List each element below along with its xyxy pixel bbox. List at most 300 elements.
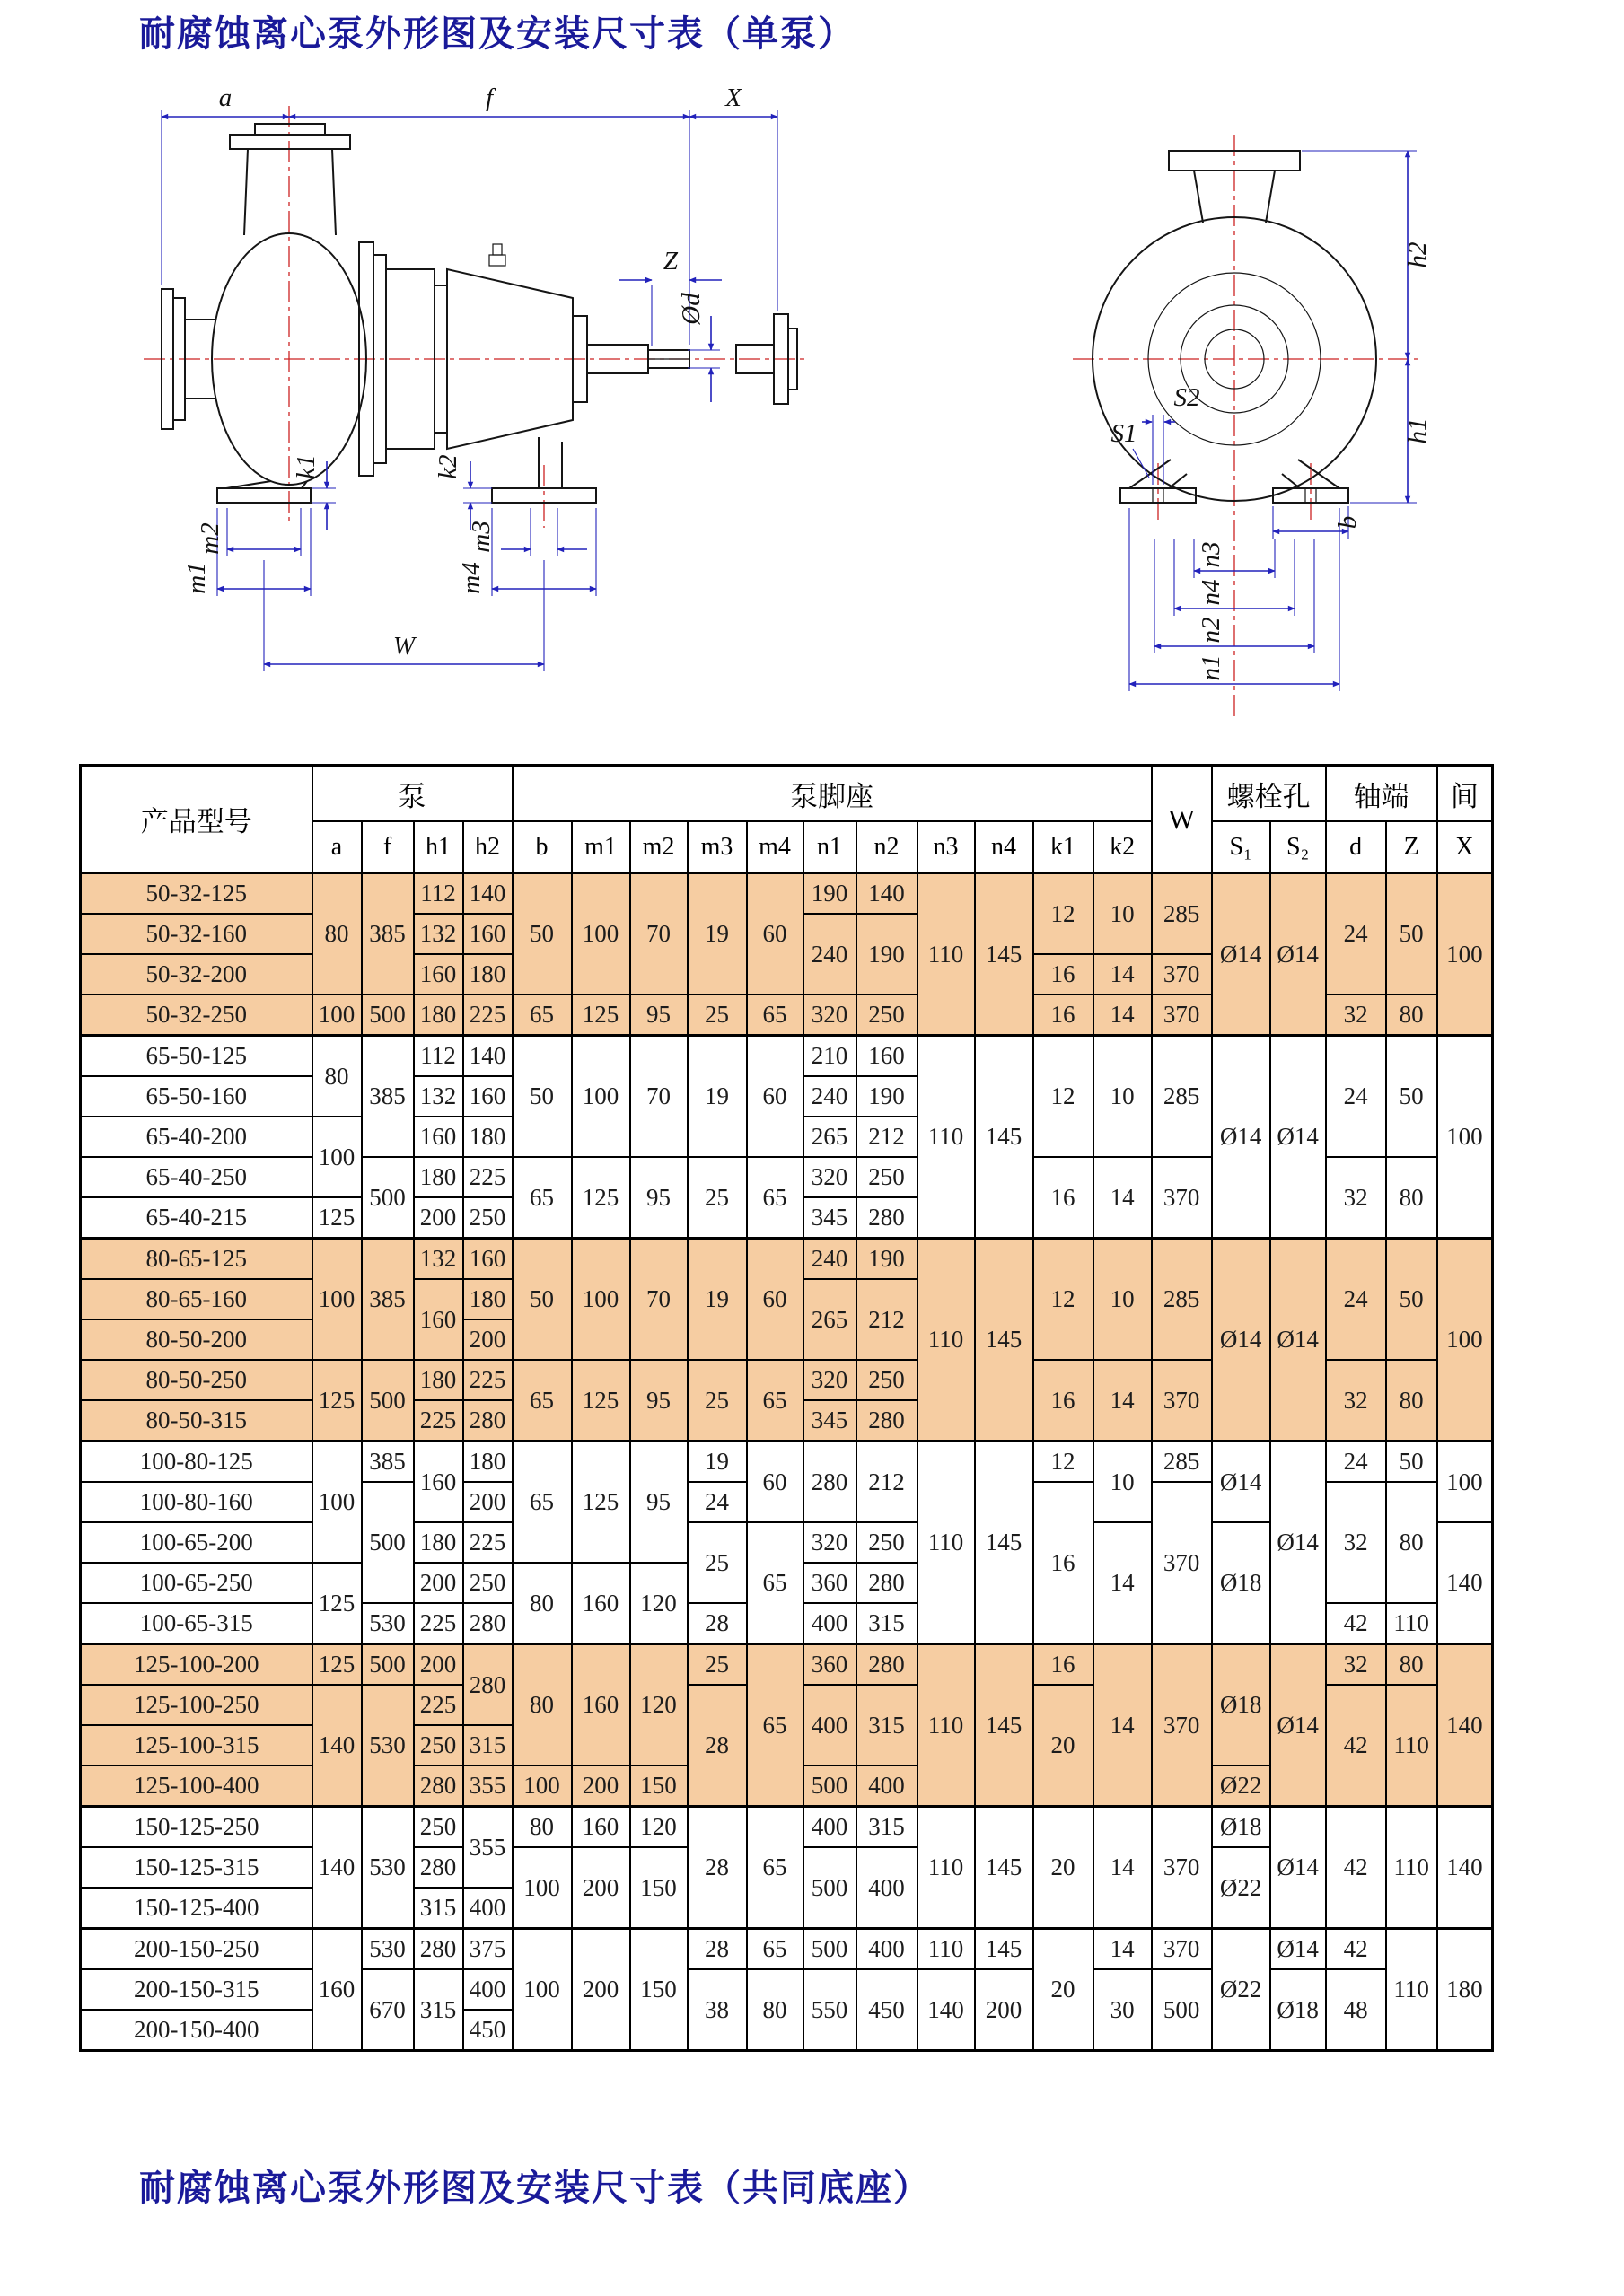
dimension-cell: 42 <box>1326 1685 1386 1807</box>
dimension-cell: 280 <box>463 1400 513 1442</box>
dimension-cell: 132 <box>414 1239 463 1280</box>
column-group-header: 产品型号 <box>81 766 312 873</box>
model-cell: 80-65-125 <box>81 1239 312 1280</box>
dimension-cell: Ø18 <box>1212 1522 1270 1644</box>
dimension-cell: 320 <box>803 1360 856 1400</box>
dimension-cell: Ø14 <box>1270 1807 1326 1929</box>
model-cell: 65-40-250 <box>81 1157 312 1197</box>
dimension-cell: 370 <box>1152 995 1212 1036</box>
column-header: m3 <box>688 821 747 873</box>
dimension-cell: 250 <box>463 1197 513 1239</box>
dimension-cell: 180 <box>463 1442 513 1483</box>
dimension-cell: 65 <box>747 995 803 1036</box>
dimension-cell: 28 <box>688 1807 747 1929</box>
dimension-cell: 125 <box>572 1442 630 1564</box>
dimension-cell: 70 <box>630 1239 688 1361</box>
dimension-cell: 450 <box>463 2010 513 2051</box>
dimension-cell: 100 <box>312 995 362 1036</box>
dimension-cell: 385 <box>362 1239 414 1361</box>
dim-label-b: b <box>1333 515 1362 530</box>
dimension-cell: 65 <box>747 1644 803 1807</box>
dim-label-n1: n1 <box>1197 654 1225 681</box>
dimension-cell: 50 <box>513 1036 572 1158</box>
dimension-cell: 112 <box>414 873 463 915</box>
dimension-cell: 12 <box>1033 873 1093 955</box>
column-group-header: 泵脚座 <box>513 766 1152 822</box>
dimension-cell: 100 <box>312 1239 362 1361</box>
dimension-cell: 42 <box>1326 1929 1386 1970</box>
dimension-cell: 65 <box>513 1157 572 1239</box>
table-row <box>81 1807 1493 1848</box>
dimension-cell: 200 <box>572 1929 630 2051</box>
dimension-cell: 140 <box>1437 1522 1493 1644</box>
dimension-cell: 120 <box>630 1644 688 1766</box>
dimension-cell: 180 <box>463 954 513 995</box>
dimension-cell: 145 <box>975 873 1033 1036</box>
dimension-cell: 120 <box>630 1563 688 1644</box>
dimension-cell: 80 <box>747 1969 803 2051</box>
dimension-cell: 28 <box>688 1929 747 1970</box>
dimension-cell: 20 <box>1033 1807 1093 1929</box>
column-group-header: 轴端 <box>1326 766 1437 822</box>
dimension-cell: 70 <box>630 873 688 995</box>
dimension-cell: 180 <box>414 1157 463 1197</box>
column-header: n3 <box>917 821 975 873</box>
dimension-cell: 60 <box>747 1239 803 1361</box>
dimension-cell: 80 <box>1386 1482 1437 1603</box>
dimension-cell: 150 <box>630 1766 688 1807</box>
dimension-cell: 140 <box>1437 1807 1493 1929</box>
dimension-cell: 100 <box>1437 1036 1493 1239</box>
column-header: a <box>312 821 362 873</box>
model-cell: 65-40-215 <box>81 1197 312 1239</box>
dimension-cell: 140 <box>856 873 917 915</box>
dimension-cell: 12 <box>1033 1239 1093 1361</box>
model-cell: 50-32-250 <box>81 995 312 1036</box>
dimension-cell: 145 <box>975 1807 1033 1929</box>
dimension-cell: 500 <box>362 995 414 1036</box>
dimension-cell: 16 <box>1033 1644 1093 1686</box>
dimension-cell: 385 <box>362 1442 414 1483</box>
dimension-cell: 80 <box>513 1563 572 1644</box>
dimension-cell: 50 <box>1386 1036 1437 1158</box>
dimension-cell: 370 <box>1152 1157 1212 1239</box>
dim-label-S1: S1 <box>1110 419 1137 448</box>
dim-label-n2: n2 <box>1197 617 1225 644</box>
dimension-cell: 110 <box>917 873 975 1036</box>
dimension-cell: 19 <box>688 1036 747 1158</box>
dimension-cell: 10 <box>1093 1442 1152 1523</box>
dimension-cell: 12 <box>1033 1036 1093 1158</box>
dimension-cell: 10 <box>1093 1036 1152 1158</box>
dimension-cell: 16 <box>1033 1157 1093 1239</box>
dimension-cell: 200 <box>414 1644 463 1686</box>
dimension-cell: 280 <box>463 1644 513 1726</box>
dimension-cell: 125 <box>312 1563 362 1644</box>
dimension-cell: 25 <box>688 1644 747 1686</box>
dimension-cell: 110 <box>917 1036 975 1239</box>
dimension-cell: 65 <box>747 1807 803 1929</box>
dimension-cell: 100 <box>1437 873 1493 1036</box>
dim-label-h2: h2 <box>1403 241 1432 268</box>
dimension-cell: 24 <box>1326 1036 1386 1158</box>
dimension-cell: Ø14 <box>1212 1442 1270 1523</box>
dimension-cell: 500 <box>362 1360 414 1442</box>
dimension-cell: 285 <box>1152 1442 1212 1483</box>
dimension-cell: 100 <box>312 1442 362 1564</box>
dimension-cell: 60 <box>747 1442 803 1523</box>
dimension-cell: 200 <box>414 1563 463 1603</box>
dimension-cell: 16 <box>1033 1360 1093 1442</box>
dimension-cell: 42 <box>1326 1603 1386 1644</box>
dimension-cell: 370 <box>1152 1482 1212 1644</box>
dimension-cell: 200 <box>572 1847 630 1929</box>
dimension-cell: 280 <box>803 1442 856 1523</box>
dimension-cell: 400 <box>856 1766 917 1807</box>
dimension-cell: 50 <box>1386 1239 1437 1361</box>
dimension-cell: 200 <box>463 1319 513 1360</box>
dimension-cell: 190 <box>856 1239 917 1280</box>
dimension-cell: 145 <box>975 1929 1033 1970</box>
column-header: k2 <box>1093 821 1152 873</box>
model-cell: 125-100-250 <box>81 1685 312 1725</box>
model-cell: 80-65-160 <box>81 1279 312 1319</box>
dimension-cell: 80 <box>1386 1157 1437 1239</box>
dimension-cell: 145 <box>975 1036 1033 1239</box>
column-group-header: W <box>1152 766 1212 873</box>
dimension-cell: 400 <box>803 1685 856 1766</box>
model-cell: 125-100-315 <box>81 1725 312 1766</box>
dim-label-m1: m1 <box>182 562 211 594</box>
dimension-cell: 212 <box>856 1279 917 1360</box>
model-cell: 65-40-200 <box>81 1117 312 1157</box>
column-header: d <box>1326 821 1386 873</box>
dimension-cell: 112 <box>414 1036 463 1077</box>
dimension-cell: 375 <box>463 1929 513 1970</box>
dimension-cell: 265 <box>803 1117 856 1157</box>
dimension-cell: 315 <box>414 1969 463 2051</box>
dimension-cell: 95 <box>630 1442 688 1564</box>
dimension-cell: Ø14 <box>1212 873 1270 1036</box>
dimension-cell: 65 <box>513 1360 572 1442</box>
dimension-cell: 385 <box>362 1036 414 1158</box>
dimension-cell: 280 <box>856 1400 917 1442</box>
dimension-cell: 140 <box>312 1685 362 1807</box>
dimension-cell: Ø22 <box>1212 1929 1270 2051</box>
dimension-cell: 60 <box>747 1036 803 1158</box>
dimension-cell: 530 <box>362 1807 414 1929</box>
dim-label-n3: n3 <box>1197 541 1225 568</box>
dimension-cell: 38 <box>688 1969 747 2051</box>
model-cell: 125-100-200 <box>81 1644 312 1686</box>
dimension-cell: Ø14 <box>1270 1442 1326 1644</box>
table-row <box>81 1929 1493 1970</box>
dimension-cell: 80 <box>513 1807 572 1848</box>
dimension-cell: 530 <box>362 1685 414 1807</box>
dimension-cell: 225 <box>463 995 513 1036</box>
dimension-cell: 20 <box>1033 1685 1093 1807</box>
dimension-cell: 14 <box>1093 1522 1152 1644</box>
dimension-cell: 95 <box>630 1157 688 1239</box>
dimension-cell: 150 <box>630 1847 688 1929</box>
dim-label-a: a <box>218 83 233 112</box>
model-cell: 150-125-250 <box>81 1807 312 1848</box>
dimension-cell: 32 <box>1326 1360 1386 1442</box>
dimension-cell: 25 <box>688 1157 747 1239</box>
dimension-cell: 370 <box>1152 1929 1212 1970</box>
dimension-cell: 160 <box>414 1442 463 1523</box>
dimension-cell: Ø18 <box>1212 1807 1270 1848</box>
dimension-cell: 65 <box>747 1157 803 1239</box>
dimension-cell: 225 <box>414 1603 463 1644</box>
dimension-cell: 145 <box>975 1239 1033 1442</box>
dimension-cell: 450 <box>856 1969 917 2051</box>
dimension-cell: 500 <box>1152 1969 1212 2051</box>
dimension-cell: 125 <box>312 1644 362 1686</box>
dimension-cell: 500 <box>803 1766 856 1807</box>
dimension-cell: 32 <box>1326 1482 1386 1603</box>
dimension-cell: 670 <box>362 1969 414 2051</box>
dimension-cell: 65 <box>513 1442 572 1564</box>
dim-label-k2: k2 <box>434 454 462 479</box>
dimension-cell: 32 <box>1326 1644 1386 1686</box>
dimension-cell: 14 <box>1093 1807 1152 1929</box>
dimension-cell: 225 <box>463 1360 513 1400</box>
dimension-cell: 80 <box>1386 995 1437 1036</box>
dimension-cell: 200 <box>975 1969 1033 2051</box>
dimension-cell: 150 <box>630 1929 688 2051</box>
dim-label-h1: h1 <box>1403 417 1432 444</box>
dimension-cell: 28 <box>688 1603 747 1644</box>
dimension-cell: 360 <box>803 1644 856 1686</box>
table-row <box>81 1036 1493 1077</box>
dimension-cell: Ø14 <box>1270 873 1326 1036</box>
table-row <box>81 1239 1493 1280</box>
dimension-cell: Ø18 <box>1270 1969 1326 2051</box>
dimension-cell: 24 <box>1326 1239 1386 1361</box>
dimension-cell: 180 <box>414 1360 463 1400</box>
model-cell: 100-65-315 <box>81 1603 312 1644</box>
dimension-cell: 530 <box>362 1929 414 1970</box>
dimension-cell: 50 <box>513 1239 572 1361</box>
column-header: S₁ <box>1212 821 1270 873</box>
table-row <box>81 873 1493 915</box>
dimension-cell: 132 <box>414 1076 463 1117</box>
dimension-cell: 180 <box>463 1117 513 1157</box>
dimension-cell: 19 <box>688 1442 747 1483</box>
pump-outline-drawing <box>0 0 1624 764</box>
dimension-cell: 320 <box>803 995 856 1036</box>
dimension-cell: 250 <box>856 1522 917 1563</box>
dimension-cell: 250 <box>856 1360 917 1400</box>
dimension-cell: 110 <box>917 1442 975 1644</box>
model-cell: 50-32-125 <box>81 873 312 915</box>
column-group-header: 间 <box>1437 766 1493 822</box>
dimension-cell: 285 <box>1152 1036 1212 1158</box>
dimension-cell: 16 <box>1033 954 1093 995</box>
dimension-cell: 385 <box>362 873 414 995</box>
dimension-cell: Ø14 <box>1270 1036 1326 1239</box>
dimension-cell: 315 <box>463 1725 513 1766</box>
dimension-cell: 212 <box>856 1117 917 1157</box>
dimension-cell: 14 <box>1093 1360 1152 1442</box>
dim-label-W: W <box>392 632 416 661</box>
dimension-cell: 50 <box>1386 873 1437 995</box>
dimension-cell: 400 <box>463 1969 513 2010</box>
dimension-cell: 100 <box>513 1847 572 1929</box>
dimension-cell: 100 <box>1437 1239 1493 1442</box>
dimension-cell: 125 <box>312 1197 362 1239</box>
dimension-cell: 95 <box>630 995 688 1036</box>
dimension-cell: 180 <box>414 995 463 1036</box>
dimension-cell: 65 <box>747 1929 803 1970</box>
dimension-cell: 160 <box>463 914 513 954</box>
dimension-cell: 14 <box>1093 1157 1152 1239</box>
dimension-cell: 500 <box>803 1929 856 1970</box>
dimension-cell: 42 <box>1326 1807 1386 1929</box>
dimension-cell: 250 <box>414 1725 463 1766</box>
dimension-cell: 10 <box>1093 1239 1152 1361</box>
dimension-cell: 500 <box>362 1644 414 1686</box>
dimension-cell: 24 <box>1326 873 1386 995</box>
dimension-cell: 100 <box>1437 1442 1493 1523</box>
dimension-cell: 212 <box>856 1442 917 1523</box>
dimension-cell: 24 <box>1326 1442 1386 1483</box>
dim-label-n4: n4 <box>1197 579 1225 606</box>
dimension-cell: Ø22 <box>1212 1766 1270 1807</box>
dim-label-dd: Ød <box>677 293 706 325</box>
dimension-cell: 550 <box>803 1969 856 2051</box>
model-cell: 200-150-250 <box>81 1929 312 1970</box>
dimension-cell: 19 <box>688 873 747 995</box>
dimension-cell: 14 <box>1093 995 1152 1036</box>
dimension-cell: 125 <box>572 1157 630 1239</box>
dimension-cell: 265 <box>803 1279 856 1360</box>
dimension-cell: 30 <box>1093 1969 1152 2051</box>
dimension-cell: 280 <box>414 1766 463 1807</box>
dimension-cell: 160 <box>312 1929 362 2051</box>
dimension-cell: 65 <box>513 995 572 1036</box>
dimension-cell: 200 <box>463 1482 513 1522</box>
dimension-cell: 110 <box>917 1239 975 1442</box>
model-cell: 80-50-315 <box>81 1400 312 1442</box>
dimension-cell: 345 <box>803 1400 856 1442</box>
dimension-cell: 370 <box>1152 1360 1212 1442</box>
dimension-cell: 250 <box>856 1157 917 1197</box>
column-header: n1 <box>803 821 856 873</box>
dimension-cell: 19 <box>688 1239 747 1361</box>
dimension-cell: 200 <box>414 1197 463 1239</box>
dimension-cell: 25 <box>688 1360 747 1442</box>
dimension-cell: 50 <box>1386 1442 1437 1483</box>
model-cell: 80-50-250 <box>81 1360 312 1400</box>
dimension-cell: 180 <box>1437 1929 1493 2051</box>
model-cell: 50-32-200 <box>81 954 312 995</box>
dim-label-Z: Z <box>663 247 679 276</box>
model-cell: 65-50-160 <box>81 1076 312 1117</box>
dimension-cell: 530 <box>362 1603 414 1644</box>
dimension-cell: 110 <box>917 1807 975 1929</box>
dimension-cell: 110 <box>917 1929 975 1970</box>
model-cell: 100-80-125 <box>81 1442 312 1483</box>
dimension-cell: Ø14 <box>1212 1239 1270 1442</box>
dimension-cell: 280 <box>463 1603 513 1644</box>
dimension-cell: Ø14 <box>1212 1036 1270 1239</box>
dimension-cell: 285 <box>1152 1239 1212 1361</box>
dimension-cell: 225 <box>463 1522 513 1563</box>
dimension-cell: 24 <box>688 1482 747 1522</box>
dimension-cell: 315 <box>856 1603 917 1644</box>
dimension-cell: 14 <box>1093 1929 1152 1970</box>
dimension-cell: 160 <box>414 954 463 995</box>
model-cell: 125-100-400 <box>81 1766 312 1807</box>
dimension-cell: 20 <box>1033 1929 1093 2051</box>
dimension-cell: 125 <box>312 1360 362 1442</box>
dimension-cell: 100 <box>312 1117 362 1197</box>
dimension-cell: 32 <box>1326 1157 1386 1239</box>
column-header: S₂ <box>1270 821 1326 873</box>
dimension-cell: 110 <box>1386 1807 1437 1929</box>
page-title-bottom: 耐腐蚀离心泵外形图及安装尺寸表（共同底座） <box>139 2168 931 2208</box>
dimension-cell: 180 <box>463 1279 513 1319</box>
dimension-cell: 65 <box>747 1522 803 1644</box>
column-header: b <box>513 821 572 873</box>
dimension-cell: 32 <box>1326 995 1386 1036</box>
dimension-cell: Ø18 <box>1212 1644 1270 1766</box>
dimension-cell: 60 <box>747 873 803 995</box>
column-header: h2 <box>463 821 513 873</box>
dimension-cell: 12 <box>1033 1442 1093 1483</box>
model-cell: 50-32-160 <box>81 914 312 954</box>
dimension-cell: 315 <box>856 1685 917 1766</box>
dimension-cell: 500 <box>803 1847 856 1929</box>
dimension-cell: 70 <box>630 1036 688 1158</box>
column-header: m2 <box>630 821 688 873</box>
dimension-labels <box>182 83 1432 681</box>
dimension-cell: 160 <box>463 1239 513 1280</box>
dimension-cell: 100 <box>572 1239 630 1361</box>
dimension-cell: 160 <box>572 1644 630 1766</box>
dimension-cell: 240 <box>803 1076 856 1117</box>
dimension-cell: 400 <box>803 1603 856 1644</box>
column-header: Z <box>1386 821 1437 873</box>
dimension-cell: 16 <box>1033 995 1093 1036</box>
dim-label-m4: m4 <box>457 562 486 594</box>
column-header: m1 <box>572 821 630 873</box>
dimension-cell: 190 <box>856 914 917 995</box>
dimension-cell: 140 <box>312 1807 362 1929</box>
dimension-cell: Ø14 <box>1270 1239 1326 1442</box>
dimension-cell: 280 <box>856 1563 917 1603</box>
dimension-cell: 120 <box>630 1807 688 1848</box>
dimension-cell: 250 <box>414 1807 463 1848</box>
dimension-cell: 50 <box>513 873 572 995</box>
dimension-cell: 140 <box>1437 1644 1493 1807</box>
dimension-cell: 225 <box>414 1400 463 1442</box>
dim-label-S2: S2 <box>1173 383 1200 412</box>
table-row <box>81 1969 1493 2010</box>
model-cell: 100-65-200 <box>81 1522 312 1563</box>
dimension-cell: 160 <box>572 1563 630 1644</box>
dimension-cell: 280 <box>856 1197 917 1239</box>
dimension-cell: 110 <box>1386 1685 1437 1807</box>
dimension-cell: 200 <box>572 1766 630 1807</box>
dimension-cell: 250 <box>463 1563 513 1603</box>
column-header: n2 <box>856 821 917 873</box>
dimension-cell: 140 <box>463 873 513 915</box>
dimension-cell: 28 <box>688 1685 747 1807</box>
column-header: X <box>1437 821 1493 873</box>
